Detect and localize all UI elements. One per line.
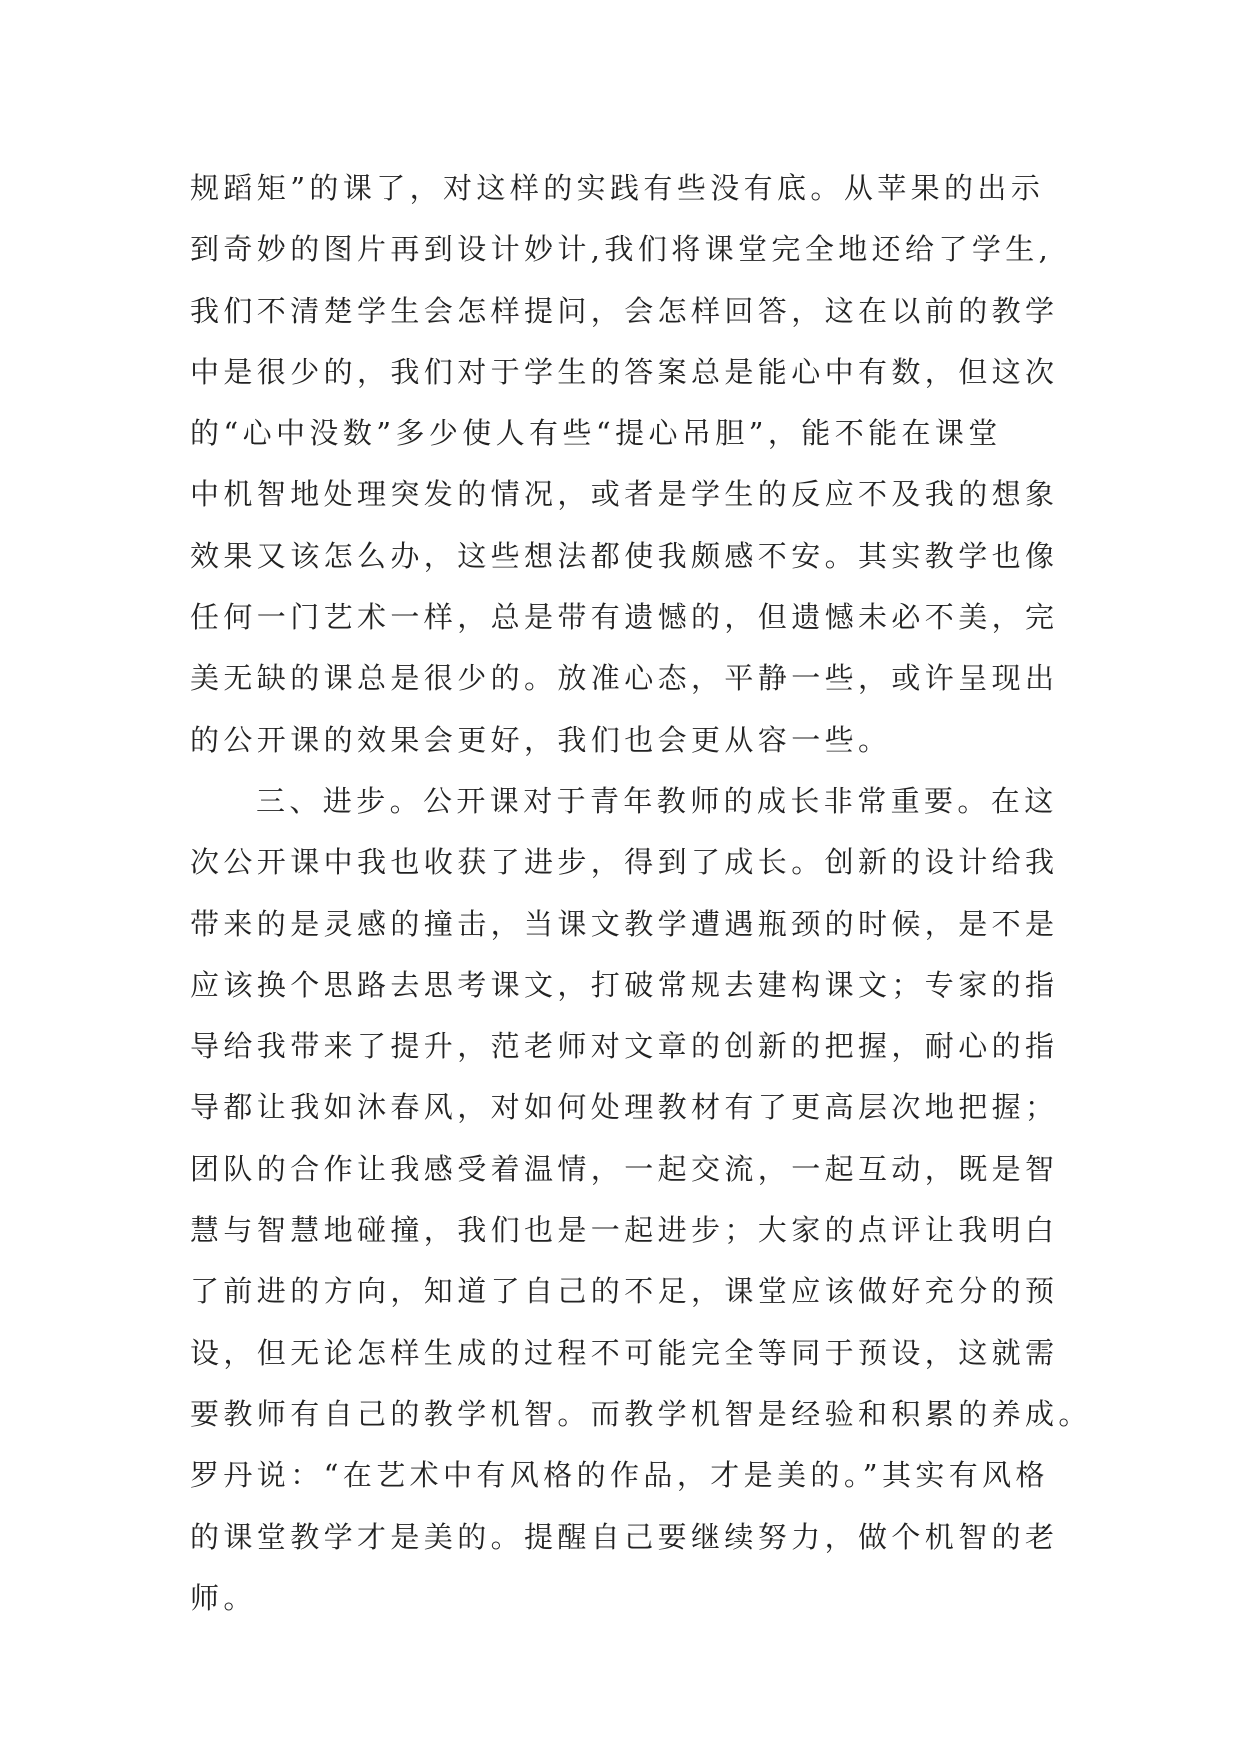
text-line: 美无缺的课总是很少的。放准心态，平静一些，或许呈现出 (190, 661, 1059, 696)
text-line: 导都让我如沐春风，对如何处理教材有了更高层次地把握； (190, 1090, 1059, 1125)
text-line: 带来的是灵感的撞击，当课文教学遭遇瓶颈的时候，是不是 (190, 906, 1059, 941)
text-line: 慧与智慧地碰撞，我们也是一起进步；大家的点评让我明白 (190, 1213, 1059, 1248)
text-line: 的“心中没数”多少使人有些“提心吊胆”，能不能在课堂 (190, 416, 1002, 451)
text-line: 的课堂教学才是美的。提醒自己要继续努力，做个机智的老 (190, 1519, 1059, 1554)
text-line: 规蹈矩”的课了，对这样的实践有些没有底。从苹果的出示 (190, 171, 1045, 205)
text-line: 导给我带来了提升，范老师对文章的创新的把握，耐心的指 (190, 1029, 1059, 1064)
text-line: 我们不清楚学生会怎样提问，会怎样回答，这在以前的教学 (190, 293, 1059, 328)
text-line: 应该换个思路去思考课文，打破常规去建构课文；专家的指 (190, 967, 1059, 1002)
text-line: 中机智地处理突发的情况，或者是学生的反应不及我的想象 (190, 477, 1059, 512)
text-line: 团队的合作让我感受着温情，一起交流，一起互动，既是智 (190, 1151, 1059, 1186)
text-line: 设，但无论怎样生成的过程不可能完全等同于预设，这就需 (190, 1335, 1059, 1370)
text-line: 了前进的方向，知道了自己的不足，课堂应该做好充分的预 (190, 1274, 1059, 1309)
text-line: 的公开课的效果会更好，我们也会更从容一些。 (190, 722, 892, 757)
text-line: 师。 (190, 1580, 257, 1615)
text-line: 中是很少的，我们对于学生的答案总是能心中有数，但这次 (190, 354, 1059, 389)
text-line: 次公开课中我也收获了进步，得到了成长。创新的设计给我 (190, 845, 1059, 880)
paragraph-start-line: 三、进步。公开课对于青年教师的成长非常重要。在这 (256, 783, 1058, 818)
text-line: 到奇妙的图片再到设计妙计,我们将课堂完全地还给了学生, (190, 232, 1053, 267)
text-line: 罗丹说：“在艺术中有风格的作品，才是美的。”其实有风格 (190, 1458, 1049, 1493)
text-line: 任何一门艺术一样，总是带有遗憾的，但遗憾未必不美，完 (190, 600, 1059, 635)
text-line: 要教师有自己的教学机智。而教学机智是经验和积累的养成。 (190, 1396, 1092, 1431)
text-line: 效果又该怎么办，这些想法都使我颇感不安。其实教学也像 (190, 538, 1059, 573)
body-text (190, 158, 1090, 1629)
